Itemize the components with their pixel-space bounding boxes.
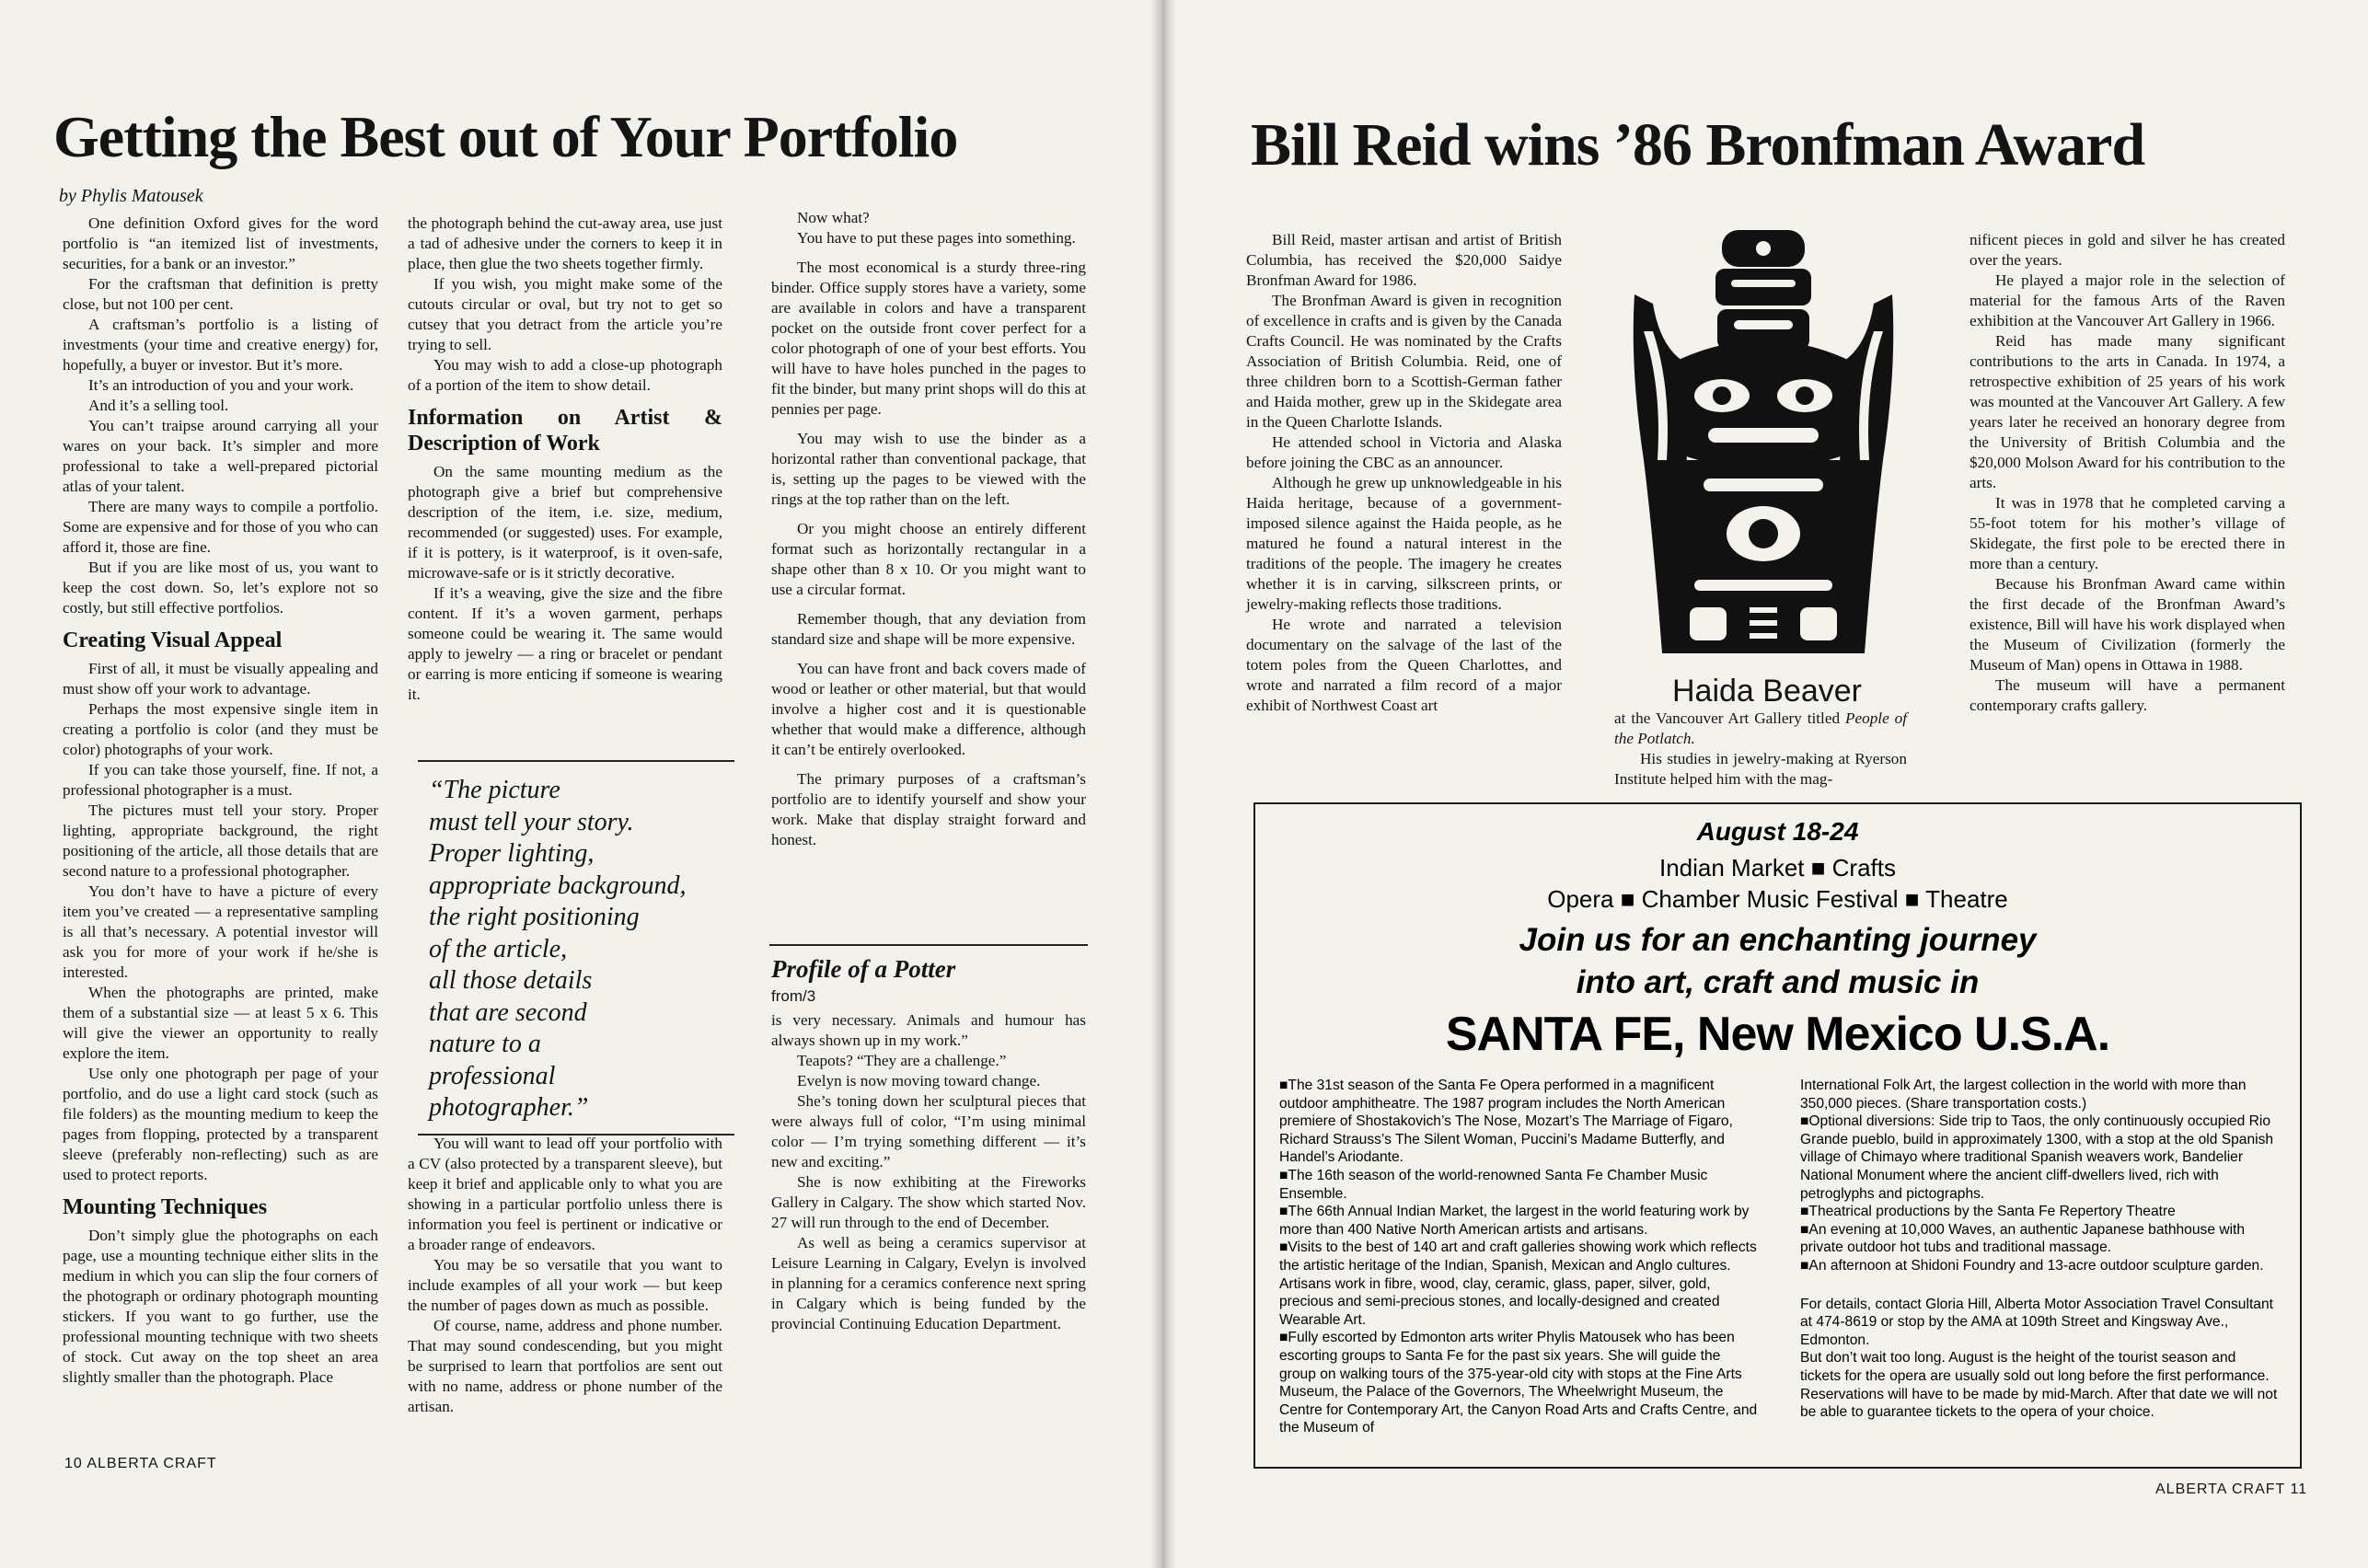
paragraph	[771, 429, 1086, 510]
ad-item: ■Theatrical productions by the Santa Fe Repertory Theatre	[1800, 1204, 2176, 1220]
paragraph-text: She is now exhibiting at the Fireworks Gallery in Calgary. The show which started Nov. 27 will run through to the end of December.	[771, 1173, 1086, 1231]
paragraph-text: is very necessary. Animals and humour has always shown up in my work.”	[771, 1011, 1086, 1049]
paragraph-text: If you wish, you might make some of the cutouts circular or oval, but try not to get so cutsey that you detract from the article you’re trying to sell.	[408, 275, 722, 353]
paragraph	[63, 375, 378, 396]
paragraph-text: If it’s a weaving, give the size and the fibre content. If it’s a woven garment, perhaps someone could be wearing it. The same would apply to jewelry — a ring or bracelet or pendant or earring is more enticing if someone is wearing it.	[408, 584, 722, 703]
haida-beaver-image	[1625, 221, 1901, 672]
paragraph	[1969, 574, 2285, 675]
paragraph-text: She’s toning down her sculptural pieces that were always full of color, “I’m using minimal color — I’m trying something different — it’s new and exciting.”	[771, 1092, 1086, 1170]
paragraph-text: You will want to lead off your portfolio with a CV (also protected by a transparent sleeve), but keep it brief and applicable only to what you are showing in a particular portfolio unless there is information you feel is pertinent or indicative or a broader range of endeavors.	[408, 1135, 722, 1253]
ad-tagline-1: Join us for an enchanting journey	[1519, 922, 2037, 958]
paragraph-text: There are many ways to compile a portfolio. Some are expensive and for those of you who can afford it, those are fine.	[63, 498, 378, 556]
paragraph-text: the photograph behind the cut-away area, use just a tad of adhesive under the corners to keep it in place, then glue the two sheets together firmly.	[408, 214, 722, 272]
subhead: Information on Artist & Description of Work	[408, 406, 722, 455]
ad-item: ■The 66th Annual Indian Market, the largest in the world featuring work by more than 400 Native North American artists and artisans.	[1279, 1204, 1750, 1238]
paragraph-text: The pictures must tell your story. Proper lighting, appropriate background, the right positioning of the article, all those details that are second nature to a professional photographer.	[63, 801, 378, 880]
paragraph	[1614, 709, 1907, 749]
paragraph	[408, 274, 722, 355]
pull-quote-line: all those details	[429, 966, 593, 995]
ad-right-column	[1800, 1077, 2279, 1422]
paragraph-text: The most economical is a sturdy three-ring binder. Office supply stores have a variety, some are available in colors and have a transparent pocket on the outside front cover perfect for a color photograph of one of your best efforts. You will have to have holes punched in the pages to fit the binder, but many print shops will do this at pennies per page.	[771, 259, 1086, 418]
pull-quote-line: professional	[429, 1061, 556, 1090]
paragraph	[63, 760, 378, 801]
subhead: Creating Visual Appeal	[63, 628, 283, 652]
ad-item: ■Visits to the best of 140 art and craft galleries showing work which reflects the artistic heritage of the Indian, Spanish, Mexican and Anglo cultures. Artisans work in fibre, wood, clay, ceramic, glass, paper, silver, gold, precious and semi-precious stones, and locally-designed and created Wearable Art.	[1279, 1239, 1757, 1328]
paragraph	[1246, 291, 1562, 432]
paragraph-text: You may wish to add a close-up photograph of a portion of the item to show detail.	[408, 356, 722, 394]
italic-title: People of the Potlatch.	[1614, 709, 1908, 747]
paragraph-text: On the same mounting medium as the photograph give a brief but comprehensive description of the item, i.e. size, medium, recommended (or suggested) uses. For example, if it is pottery, is it waterproof, is it oven-safe, microwave-safe or is it strictly decorative.	[408, 463, 722, 582]
paragraph	[771, 258, 1086, 420]
paragraph	[63, 882, 378, 983]
ad-item: ■Fully escorted by Edmonton arts writer Phylis Matousek who has been escorting groups to Santa Fe for the past six years. She will guide the group on walking tours of the 375-year-old city with stops at the Fine Arts Museum, the Palace of the Governors, The Wheelwright Museum, the Centre for Contemporary Art, the Canyon Road Arts and Crafts Centre, and the Museum of	[1279, 1330, 1758, 1436]
paragraph-text: Remember though, that any deviation from standard size and shape will be more expensive.	[771, 610, 1086, 648]
paragraph-text: You can’t traipse around carrying all your wares on your back. It’s simpler and more professional to take a well-prepared pictorial atlas of your talent.	[63, 417, 378, 495]
subhead: Mounting Techniques	[63, 1195, 268, 1219]
right-headline: Bill Reid wins ’86 Bronfman Award	[1251, 111, 2145, 179]
left-column-2-bottom	[408, 1134, 722, 1417]
profile-continued-from: from/3	[771, 987, 816, 1005]
paragraph	[63, 497, 378, 558]
paragraph-text: Of course, name, address and phone number. That may sound condescending, but you might be surprised to learn that portfolios are sent out with no name, address or phone number of the artisan.	[408, 1317, 722, 1415]
pull-quote-line: appropriate background,	[429, 870, 687, 900]
santa-fe-advertisement	[1253, 802, 2302, 1469]
paragraph-text: The Bronfman Award is given in recognition of excellence in crafts and is given by the Canada Crafts Council. He was nominated by the Crafts Association of British Columbia. Reid, one of three children born to a Scottish-German father and Haida mother, grew up in the Skidegate area in the Queen Charlotte Islands.	[1246, 292, 1562, 431]
paragraph-text: Although he grew up unknowledgeable in his Haida heritage, because of a government-imposed silence against the Haida people, as he matured he found a natural interest in the traditions of the people. The imagery he creates whether it is in carving, silkscreen prints, or jewelry-making reflects those traditions.	[1246, 474, 1562, 613]
paragraph-text: You don’t have to have a picture of every item you’ve created — a representative sampling is all that’s necessary. A potential investor will ask you for more of your work if he/she is interested.	[63, 882, 378, 981]
ad-item: International Folk Art, the largest collection in the world with more than 350,000 pieces. (Share transportation costs.)	[1800, 1078, 2247, 1112]
paragraph	[63, 213, 378, 274]
ad-contact-details: For details, contact Gloria Hill, Alberta Motor Association Travel Consultant at 474-8619 or stop by the AMA at 109th Street and Kingsway Ave., Edmonton.	[1800, 1296, 2273, 1348]
ad-item: ■An evening at 10,000 Waves, an authentic Japanese bathhouse with private outdoor hot tubs and traditional massage.	[1800, 1221, 2246, 1256]
paragraph-text: You may wish to use the binder as a horizontal rather than conventional package, that is, setting up the pages to be viewed with the rings at the top rather than on the left.	[771, 430, 1086, 508]
profile-rule	[769, 944, 1088, 946]
paragraph-text: Teapots? “They are a challenge.”	[797, 1052, 1007, 1069]
paragraph	[408, 1316, 722, 1417]
paragraph-text: Because his Bronfman Award came within the first decade of the Bronfman Award’s existence, Bill will have his work displayed when the Museum of Civilization (formerly the Museum of Man) opens in Ottawa in 1988.	[1969, 575, 2285, 674]
paragraph	[63, 274, 378, 315]
paragraph-text: The primary purposes of a craftsman’s portfolio are to identify yourself and show your work. Make that display straight forward and honest.	[771, 770, 1086, 848]
paragraph	[1969, 331, 2285, 493]
paragraph	[63, 659, 378, 699]
paragraph	[1246, 230, 1562, 291]
paragraph	[1969, 493, 2285, 574]
pull-quote-line: that are second	[429, 997, 587, 1027]
right-column-1	[1246, 230, 1562, 716]
image-caption: Haida Beaver	[1672, 674, 1863, 709]
left-headline: Getting the Best out of Your Portfolio	[53, 104, 958, 169]
paragraph	[408, 355, 722, 396]
pull-quote-line: nature to a	[429, 1030, 541, 1058]
paragraph-text: Reid has made many significant contributions to the arts in Canada. In 1974, a retrospective exhibition of 25 years of his work was mounted at the Vancouver Art Gallery. A few years later he received an honorary degree from the University of British Columbia and the $20,000 Molson Award for his contribution to the arts.	[1969, 332, 2285, 491]
paragraph	[771, 1091, 1086, 1172]
paragraph	[408, 462, 722, 583]
paragraph	[1246, 615, 1562, 716]
paragraph	[771, 1071, 1086, 1091]
paragraph	[1969, 675, 2285, 716]
paragraph	[771, 208, 1086, 228]
paragraph	[1614, 749, 1907, 790]
paragraph	[771, 1051, 1086, 1071]
paragraph-text: And it’s a selling tool.	[88, 397, 229, 414]
paragraph-text: You may be so versatile that you want to include examples of all your work — but keep the number of pages down as much as possible.	[408, 1256, 722, 1314]
paragraph	[1969, 271, 2285, 331]
pull-quote	[418, 760, 734, 1136]
paragraph-text: Or you might choose an entirely different format such as horizontally rectangular in a shape other than 8 x 10. Or you might want to use a circular format.	[771, 520, 1086, 598]
left-byline: by Phylis Matousek	[59, 186, 203, 206]
haida-beaver-artwork	[1625, 221, 1901, 672]
left-column-2-top	[408, 213, 722, 705]
paragraph	[63, 801, 378, 882]
paragraph	[1246, 432, 1562, 473]
ad-reservation-note: But don’t wait too long. August is the height of the tourist season and tickets for the opera are usually sold out long before the first performance. Reservations will have to be made by mid-March. After that date we will not be able to guarantee tickets to the opera of your choice.	[1800, 1350, 2278, 1421]
paragraph	[63, 699, 378, 760]
paragraph-text: It was in 1978 that he completed carving a 55-foot totem for his mother’s village of Skidegate, the first pole to be erected there in more than a century.	[1969, 494, 2285, 572]
paragraph	[771, 228, 1086, 248]
paragraph	[63, 558, 378, 618]
paragraph-text: He played a major role in the selection of material for the famous Arts of the Raven exhibition at the Vancouver Art Gallery in 1966.	[1969, 271, 2285, 329]
paragraph-text: As well as being a ceramics supervisor at Leisure Learning in Calgary, Evelyn is involved in planning for a ceramics conference next spring in Calgary which is being funded by the provincial Continuing Education Department.	[771, 1234, 1086, 1332]
paragraph-text: Use only one photograph per page of your portfolio, and do use a light card stock (such as file folders) as the mounting medium to keep the pages from flopping, protected by a transparent sleeve (preferably non-reflecting) such as are used to protect reports.	[63, 1065, 378, 1183]
right-column-2	[1614, 709, 1907, 790]
profile-heading: Profile of a Potter	[771, 955, 956, 983]
ad-place: SANTA FE, New Mexico U.S.A.	[1445, 1008, 2110, 1061]
ad-left-column	[1279, 1077, 1758, 1437]
paragraph-text: It’s an introduction of you and your work.	[88, 376, 354, 394]
pull-quote-line: photographer.”	[429, 1093, 589, 1122]
pull-quote-line: “The picture	[429, 776, 560, 804]
ad-events-line-1: Indian Market ■ Crafts	[1658, 854, 1897, 882]
paragraph-text: Evelyn is now moving toward change.	[797, 1072, 1041, 1090]
pull-quote-line: must tell your story.	[429, 807, 634, 836]
profile-of-a-potter	[771, 948, 1086, 1334]
paragraph	[63, 315, 378, 375]
pull-quote-line: Proper lighting,	[429, 839, 595, 868]
paragraph-text: Now what?	[797, 209, 870, 226]
paragraph-text: The museum will have a permanent contemporary crafts gallery.	[1969, 676, 2285, 714]
paragraph-text: If you can take those yourself, fine. If not, a professional photographer is a must.	[63, 761, 378, 799]
right-column-3	[1969, 230, 2285, 716]
paragraph-text: You have to put these pages into something.	[797, 229, 1076, 247]
paragraph-text: His studies in jewelry-making at Ryerson Institute helped him with the mag-	[1614, 750, 1907, 788]
ad-item: ■An afternoon at Shidoni Foundry and 13-acre outdoor sculpture garden.	[1800, 1257, 2264, 1274]
left-page	[0, 0, 1161, 1568]
paragraph	[771, 1172, 1086, 1233]
left-column-1	[63, 213, 378, 1388]
paragraph	[1246, 473, 1562, 615]
page-gutter	[1150, 0, 1176, 1568]
paragraph	[771, 1010, 1086, 1051]
paragraph	[771, 659, 1086, 760]
left-column-3-top	[771, 208, 1086, 850]
left-folio: 10 ALBERTA CRAFT	[64, 1456, 217, 1471]
paragraph	[63, 396, 378, 416]
paragraph-text: You can have front and back covers made of wood or leather or other material, but that would involve a higher cost and it is questionable whether that would make a difference, although it can’t be entirely overlooked.	[771, 660, 1086, 758]
paragraph	[63, 1064, 378, 1185]
paragraph-text: He attended school in Victoria and Alaska before joining the CBC as an announcer.	[1246, 433, 1562, 471]
paragraph	[408, 1134, 722, 1255]
paragraph	[771, 609, 1086, 650]
paragraph	[408, 213, 722, 274]
paragraph	[63, 416, 378, 497]
pull-quote-line: of the article,	[429, 934, 568, 963]
paragraph-text: at the Vancouver Art Gallery titled	[1614, 709, 1845, 727]
ad-item: ■The 16th season of the world-renowned Santa Fe Chamber Music Ensemble.	[1279, 1167, 1708, 1202]
ad-item: ■The 31st season of the Santa Fe Opera performed in a magnificent outdoor amphitheatre. The 1987 program includes the North American premiere of Shostakovich’s The Nose, Mozart’s The Marriage of Figaro, Richard Strauss’s The Silent Woman, Puccini’s Madame Butterfly, and Handel’s Ariodante.	[1279, 1078, 1733, 1166]
paragraph	[63, 983, 378, 1064]
paragraph	[771, 1233, 1086, 1334]
paragraph	[408, 1255, 722, 1316]
paragraph-text: One definition Oxford gives for the word portfolio is “an itemized list of investments, securities, for a bank or an investor.”	[63, 214, 378, 272]
paragraph	[63, 1226, 378, 1388]
right-folio: ALBERTA CRAFT 11	[2155, 1482, 2308, 1497]
paragraph-text: Don’t simply glue the photographs on each page, use a mounting technique either slits in the medium in which you can slip the four corners of the photograph or ordinary photograph mounting stickers. If you want to go further, use the professional mounting technique with two sheets of stock. Cut away on the top sheet an area slightly smaller than the photograph. Place	[63, 1227, 378, 1386]
paragraph-text: When the photographs are printed, make them of a substantial size — at least 5 x 6. This will give the viewer an opportunity to really explore the item.	[63, 984, 378, 1062]
paragraph-text: But if you are like most of us, you want to keep the cost down. So, let’s explore not so costly, but still effective portfolios.	[63, 559, 378, 617]
ad-events-line-2: Opera ■ Chamber Music Festival ■ Theatre	[1547, 885, 2008, 913]
paragraph-text: He wrote and narrated a television documentary on the salvage of the last of the totem poles from the Queen Charlottes, and wrote and narrated a film record of a major exhibit of Northwest Coast art	[1246, 616, 1562, 714]
paragraph-text: Perhaps the most expensive single item in creating a portfolio is color (and they must be color) photographs of your work.	[63, 700, 378, 758]
paragraph-text: nificent pieces in gold and silver he has created over the years.	[1969, 231, 2285, 269]
paragraph	[771, 769, 1086, 850]
paragraph-text: A craftsman’s portfolio is a listing of investments (your time and creative energy) for, hopefully, a buyer or investor. But it’s more.	[63, 316, 378, 374]
paragraph	[771, 519, 1086, 600]
pull-quote-line: the right positioning	[429, 903, 640, 931]
ad-dates: August 18-24	[1696, 817, 1859, 846]
paragraph-text: First of all, it must be visually appealing and must show off your work to advantage.	[63, 660, 378, 698]
paragraph	[408, 583, 722, 705]
ad-tagline-2: into art, craft and music in	[1576, 964, 1980, 1000]
paragraph-text: For the craftsman that definition is pretty close, but not 100 per cent.	[63, 275, 378, 313]
paragraph-text: Bill Reid, master artisan and artist of British Columbia, has received the $20,000 Saidye Bronfman Award for 1986.	[1246, 231, 1562, 289]
ad-item: ■Optional diversions: Side trip to Taos, the only continuously occupied Rio Grande pueblo, build in approximately 1300, with a stop at the old Spanish village of Chimayo where traditional Spanish weavers work, Bandelier National Monument where the ancient cliff-dwellers lived, rich with petroglyphs and pictographs.	[1800, 1113, 2274, 1202]
paragraph	[1969, 230, 2285, 271]
